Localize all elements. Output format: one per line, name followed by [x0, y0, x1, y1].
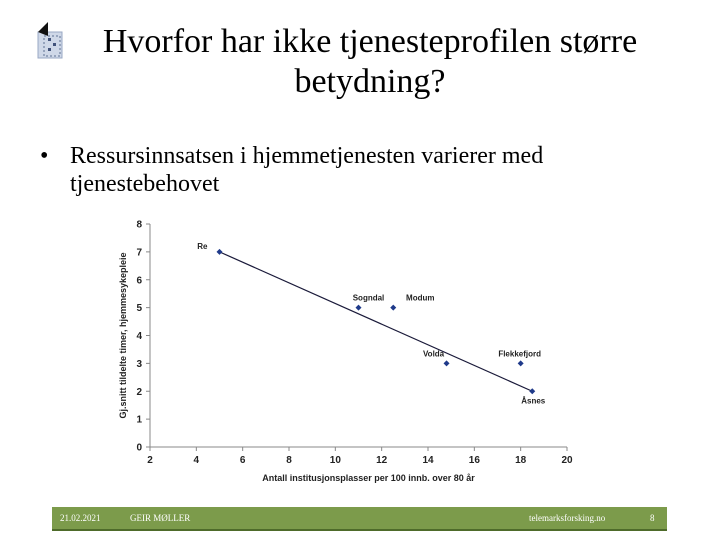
data-point-volda: [444, 360, 450, 366]
y-tick-label: 2: [136, 386, 142, 398]
y-tick-label: 4: [136, 331, 142, 342]
x-tick-label: 20: [561, 455, 573, 466]
data-label: Sogndal: [352, 293, 385, 303]
x-tick-label: 8: [286, 455, 292, 466]
x-tick-label: 18: [515, 455, 527, 466]
y-tick-label: 8: [136, 219, 142, 231]
footer-author: GEIR MØLLER: [130, 513, 191, 523]
x-axis-label: Antall institusjonsplasser per 100 innb. over 80 år: [262, 473, 475, 483]
y-tick-label: 5: [136, 303, 142, 315]
x-tick-label: 10: [329, 455, 341, 466]
x-tick-label: 12: [376, 455, 388, 466]
trend-line: [220, 252, 533, 391]
scatter-chart: [110, 212, 580, 512]
data-label: Åsnes: [521, 396, 546, 406]
footer-bar: [52, 507, 667, 531]
data-point--snes: [529, 388, 535, 394]
y-tick-label: 6: [136, 275, 142, 287]
footer-date: 21.02.2021: [60, 513, 101, 523]
bullet-text: Ressursinnsatsen i hjemmetjenesten varierer med tjenestebehovet: [70, 143, 544, 197]
data-label: Volda: [422, 349, 445, 359]
x-tick-label: 2: [147, 455, 153, 466]
data-point-re: [217, 249, 223, 255]
y-axis-label: Gj.snitt tildelte timer, hjemmesykepleie: [118, 252, 128, 419]
bullet-marker: •: [40, 143, 49, 169]
footer-page-number: 8: [650, 513, 655, 523]
bullet-item: [40, 142, 680, 198]
footer-website: telemarksforsking.no: [529, 513, 606, 523]
data-label: Re: [197, 241, 208, 251]
y-tick-label: 3: [136, 358, 142, 370]
y-tick-label: 7: [136, 247, 142, 259]
x-tick-label: 6: [239, 455, 246, 466]
data-point-sogndal: [356, 305, 362, 311]
data-label: Flekkefjord: [498, 349, 542, 359]
data-point-flekkefjord: [518, 360, 524, 366]
y-tick-label: 0: [136, 442, 142, 454]
x-tick-label: 16: [468, 455, 480, 466]
x-tick-label: 4: [193, 455, 200, 466]
y-tick-label: 1: [136, 414, 142, 426]
slide-title: Hvorfor har ikke tjenesteprofilen større betydning?: [102, 23, 638, 100]
data-point-modum: [390, 305, 396, 311]
x-tick-label: 14: [422, 455, 434, 466]
data-label: Modum: [406, 293, 435, 303]
